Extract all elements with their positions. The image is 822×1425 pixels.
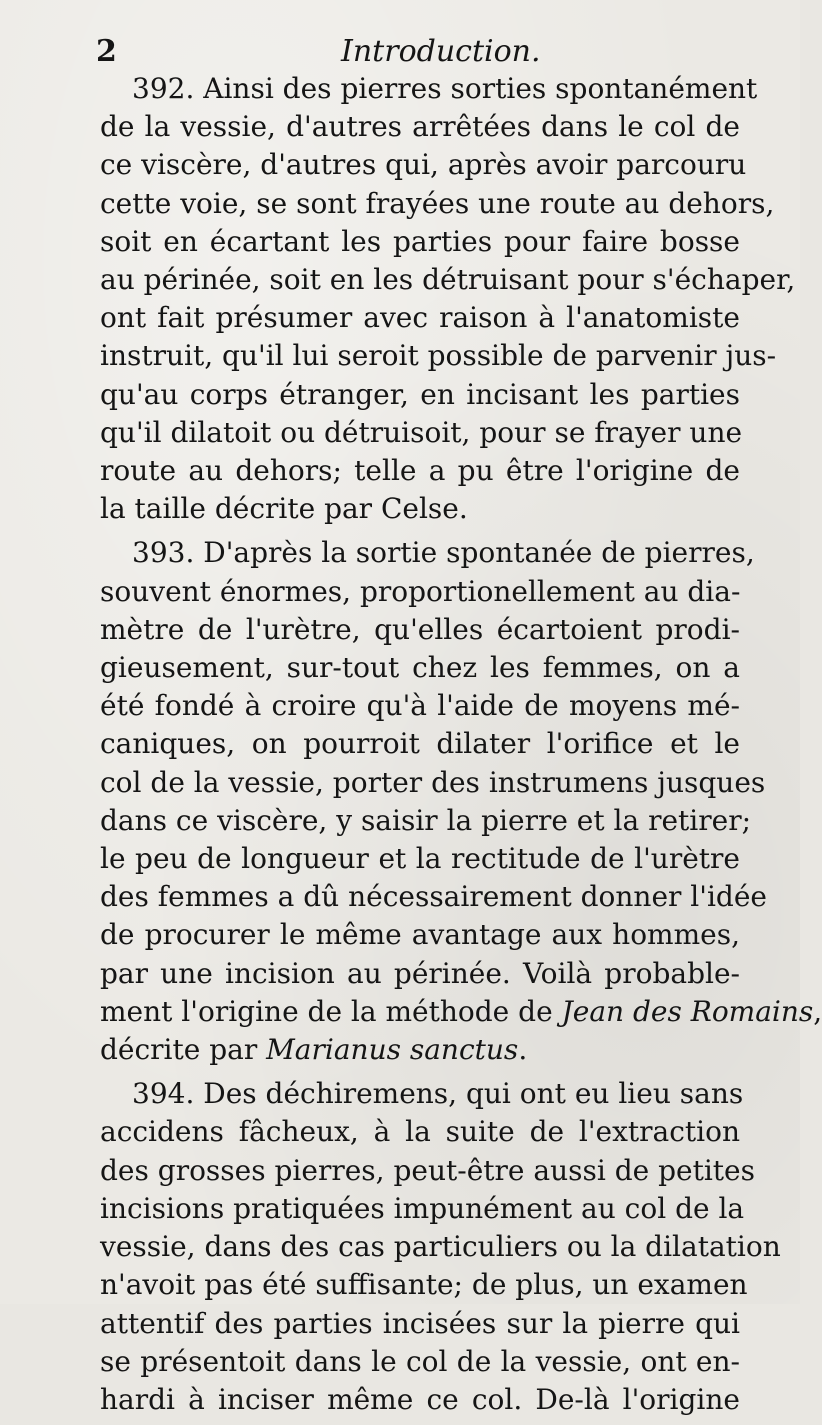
- text-line: vessie, dans des cas particuliers ou la dilatation: [100, 1230, 781, 1264]
- page-number: 2: [96, 34, 117, 69]
- paragraph-392: [100, 70, 796, 528]
- text-segment: décrite par: [100, 1033, 267, 1067]
- text-line: par une incision au périnée. Voilà probable-: [100, 956, 740, 990]
- paragraph-394: [100, 1075, 781, 1419]
- text-line: le peu de longueur et la rectitude de l'urètre: [100, 842, 740, 876]
- text-line: des grosses pierres, peut-être aussi de petites: [100, 1153, 755, 1187]
- text-line: 392. Ainsi des pierres sorties spontanément: [132, 72, 758, 105]
- author-name-marianus-sanctus: Marianus sanctus: [266, 1033, 519, 1067]
- text-line: attentif des parties incisées sur la pierre qui: [100, 1306, 740, 1340]
- text-line: 393. D'après la sortie spontanée de pierres,: [132, 536, 755, 570]
- text-line: qu'il dilatoit ou détruisoit, pour se frayer une: [100, 415, 743, 449]
- text-line: de procurer le même avantage aux hommes,: [100, 918, 740, 952]
- text-line: qu'au corps étranger, en incisant les parties: [100, 377, 740, 411]
- text-line: été fondé à croire qu'à l'aide de moyens mé-: [100, 689, 740, 723]
- text-line: gieusement, sur-tout chez les femmes, on a: [100, 651, 740, 685]
- text-line: route au dehors; telle a pu être l'origine de: [100, 454, 740, 488]
- text-line: la taille décrite par Celse.: [100, 492, 468, 526]
- text-segment: .: [518, 1033, 528, 1067]
- text-line: [100, 993, 822, 1031]
- page-header: [96, 32, 746, 72]
- text-line: caniques, on pourroit dilater l'orifice et le: [100, 727, 740, 761]
- text-line: hardi à inciser même ce col. De-là l'origine: [100, 1382, 740, 1416]
- text-line: instruit, qu'il lui seroit possible de parvenir jus-: [100, 339, 777, 373]
- text-line: [100, 1031, 740, 1069]
- text-line: des femmes a dû nécessairement donner l'idée: [100, 880, 767, 914]
- text-segment: ,: [813, 994, 822, 1028]
- text-line: dans ce viscère, y saisir la pierre et la retirer;: [100, 803, 752, 837]
- author-name-jean-des-romains: Jean des Romains: [561, 994, 814, 1028]
- text-line: se présentoit dans le col de la vessie, ont en-: [100, 1344, 740, 1378]
- paragraph-393: [100, 534, 822, 1069]
- running-title: Introduction.: [341, 34, 541, 69]
- text-line: incisions pratiquées impunément au col de la: [100, 1191, 745, 1225]
- text-line: au périnée, soit en les détruisant pour s'échaper,: [100, 263, 796, 297]
- text-line: de la vessie, d'autres arrêtées dans le col de: [100, 110, 740, 144]
- text-line: cette voie, se sont frayées une route au dehors,: [100, 186, 775, 220]
- text-line: col de la vessie, porter des instrumens jusques: [100, 765, 766, 799]
- body-text: [100, 70, 822, 1425]
- text-line: ce viscère, d'autres qui, après avoir parcouru: [100, 148, 747, 182]
- text-segment: ment l'origine de la méthode de: [100, 994, 562, 1028]
- text-line: mètre de l'urètre, qu'elles écartoient prodi-: [100, 612, 740, 646]
- text-line: n'avoit pas été suffisante; de plus, un examen: [100, 1268, 748, 1302]
- text-line: ont fait présumer avec raison à l'anatomiste: [100, 301, 740, 335]
- text-line: souvent énormes, proportionellement au dia-: [100, 574, 741, 608]
- text-line: 394. Des déchiremens, qui ont eu lieu sans: [132, 1077, 744, 1111]
- text-line: soit en écartant les parties pour faire bosse: [100, 224, 740, 258]
- text-line: accidens fâcheux, à la suite de l'extraction: [100, 1115, 740, 1149]
